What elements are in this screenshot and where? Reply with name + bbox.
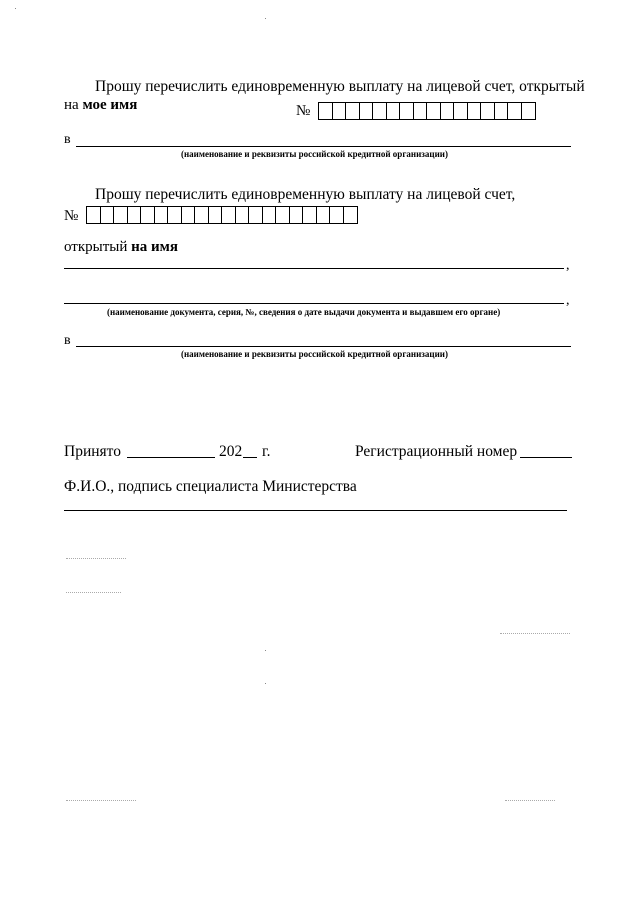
account-digit-cell[interactable]: [508, 103, 522, 119]
year-suffix-line[interactable]: [243, 457, 257, 458]
scan-artifact: [15, 8, 16, 9]
block1-number-sign: №: [296, 103, 311, 119]
scan-artifact: [265, 683, 266, 684]
account-digit-cell[interactable]: [114, 207, 128, 223]
account-digit-cell[interactable]: [346, 103, 360, 119]
registration-number-line[interactable]: [520, 457, 572, 458]
account-digit-cell[interactable]: [276, 207, 290, 223]
account-digit-cell[interactable]: [236, 207, 250, 223]
block2-owner-bold: на имя: [131, 239, 179, 255]
block1-owner-bold: мое имя: [82, 97, 138, 113]
block2-line1: Прошу перечислить единовременную выплату на лицевой счет,: [95, 186, 516, 203]
block2-bank-line[interactable]: [76, 346, 571, 347]
scan-artifact: [66, 800, 136, 801]
account-digit-cell[interactable]: [387, 103, 401, 119]
scan-artifact: [265, 650, 266, 651]
block2-comma2: ,: [566, 293, 570, 308]
account-digit-cell[interactable]: [303, 207, 317, 223]
account-digit-cell[interactable]: [317, 207, 331, 223]
block1-bank-prefix: в: [64, 132, 71, 147]
account-digit-cell[interactable]: [168, 207, 182, 223]
account-digit-cell[interactable]: [373, 103, 387, 119]
account-digit-cell[interactable]: [400, 103, 414, 119]
signature-line[interactable]: [64, 510, 567, 511]
account-digit-cell[interactable]: [360, 103, 374, 119]
account-digit-cell[interactable]: [427, 103, 441, 119]
block2-account-number-cells[interactable]: [86, 206, 358, 224]
account-digit-cell[interactable]: [290, 207, 304, 223]
block2-owner: [64, 239, 178, 256]
block1-bank-line[interactable]: [76, 146, 571, 147]
account-digit-cell[interactable]: [454, 103, 468, 119]
accepted-date-line[interactable]: [127, 457, 215, 458]
block1-owner: [64, 97, 137, 114]
account-digit-cell[interactable]: [414, 103, 428, 119]
account-digit-cell[interactable]: [481, 103, 495, 119]
account-digit-cell[interactable]: [141, 207, 155, 223]
block1-account-number-cells[interactable]: [318, 102, 536, 120]
block2-number-sign: №: [64, 208, 79, 224]
year-prefix: 202: [219, 443, 243, 460]
account-digit-cell[interactable]: [330, 207, 344, 223]
scan-artifact: [66, 592, 121, 593]
account-digit-cell[interactable]: [195, 207, 209, 223]
scan-artifact: [500, 633, 570, 634]
account-digit-cell[interactable]: [344, 207, 358, 223]
account-digit-cell[interactable]: [495, 103, 509, 119]
scan-artifact: [505, 800, 555, 801]
block2-comma1: ,: [566, 258, 570, 273]
account-digit-cell[interactable]: [522, 103, 536, 119]
scan-artifact: [66, 558, 126, 559]
account-digit-cell[interactable]: [209, 207, 223, 223]
block2-bank-caption: (наименование и реквизиты российской кредитной организации): [181, 349, 448, 359]
year-suffix: г.: [262, 443, 271, 460]
block2-bank-prefix: в: [64, 333, 71, 348]
account-digit-cell[interactable]: [101, 207, 115, 223]
block2-owner-line[interactable]: [64, 268, 564, 269]
account-digit-cell[interactable]: [333, 103, 347, 119]
block2-owner-prefix: открытый: [64, 239, 132, 255]
block1-owner-prefix: на: [64, 97, 83, 113]
account-digit-cell[interactable]: [263, 207, 277, 223]
account-digit-cell[interactable]: [155, 207, 169, 223]
account-digit-cell[interactable]: [128, 207, 142, 223]
account-digit-cell[interactable]: [441, 103, 455, 119]
block2-document-caption: (наименование документа, серия, №, сведения о дате выдачи документа и выдавшем его органе): [107, 307, 501, 317]
block1-bank-caption: (наименование и реквизиты российской кредитной организации): [181, 149, 448, 159]
account-digit-cell[interactable]: [319, 103, 333, 119]
accepted-label: Принято: [64, 443, 121, 460]
signature-label: Ф.И.О., подпись специалиста Министерства: [64, 478, 357, 495]
account-digit-cell[interactable]: [468, 103, 482, 119]
account-digit-cell[interactable]: [87, 207, 101, 223]
scan-artifact: [265, 18, 266, 19]
account-digit-cell[interactable]: [249, 207, 263, 223]
registration-label: Регистрационный номер: [355, 443, 518, 460]
account-digit-cell[interactable]: [222, 207, 236, 223]
block2-document-line[interactable]: [64, 303, 564, 304]
account-digit-cell[interactable]: [182, 207, 196, 223]
block1-line1: Прошу перечислить единовременную выплату на лицевой счет, открытый: [95, 78, 585, 95]
